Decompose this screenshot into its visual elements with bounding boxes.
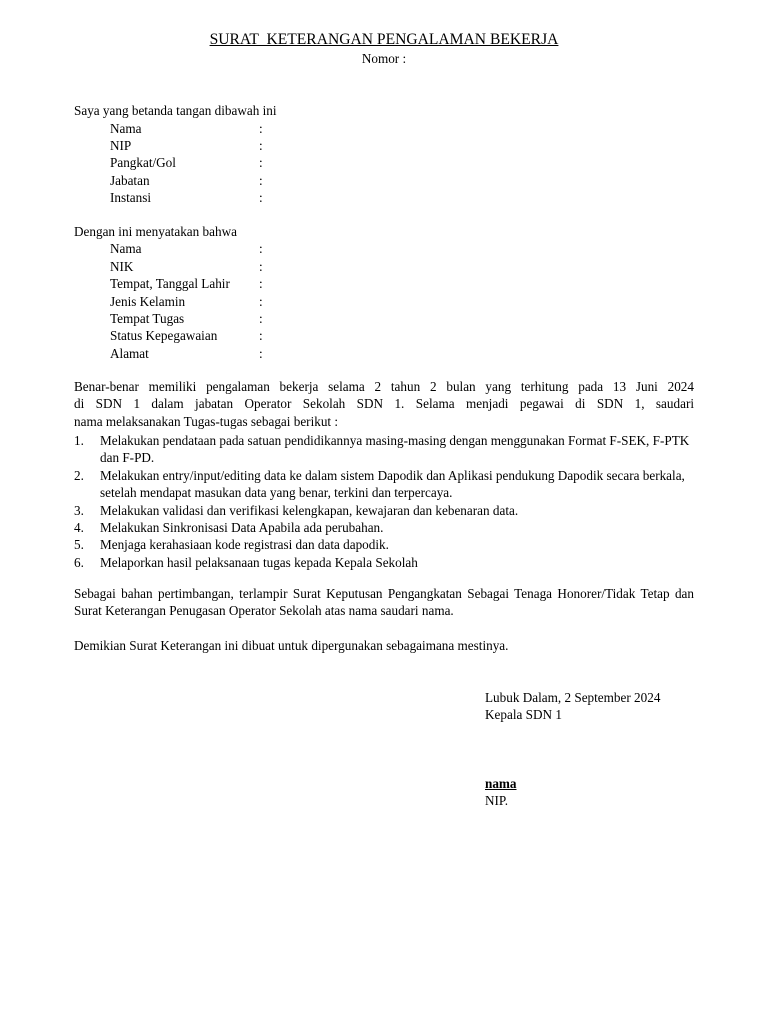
field-label: Tempat, Tanggal Lahir: [110, 276, 230, 292]
attachment-paragraph: Sebagai bahan pertimbangan, terlampir Surat Keputusan Pengangkatan Sebagai Tenaga Honorer/Tidak Tetap dan Surat Keterangan Penugasan Operator Sekolah atas nama saudari nama.: [74, 586, 694, 619]
field-value: :: [259, 311, 263, 326]
field-value: :: [259, 155, 263, 171]
subject-field-status: [110, 327, 310, 344]
field-value: :: [259, 172, 263, 188]
task-text: Melaporkan hasil pelaksanaan tugas kepada Kepala Sekolah: [100, 554, 418, 570]
field-label: Instansi: [110, 190, 152, 206]
document-title: SURAT KETERANGAN PENGALAMAN BEKERJA: [209, 31, 559, 48]
signer-field-nip: [110, 137, 310, 154]
field-value: :: [259, 241, 263, 257]
field-value: :: [259, 137, 263, 153]
field-value: :: [259, 276, 263, 292]
signer-field-pangkat: [110, 154, 310, 171]
subject-field-alamat: [110, 345, 310, 362]
field-label: Nama: [110, 120, 142, 136]
field-label: Pangkat/Gol: [110, 155, 176, 171]
task-text: Melakukan pendataan pada satuan pendidikannya masing-masing dengan menggunakan Format F-SEK, F-PTK dan F-PD.: [100, 433, 690, 466]
field-label: Alamat: [110, 345, 149, 361]
experience-paragraph-line: nama melaksanakan Tugas-tugas sebagai berikut :: [74, 413, 339, 429]
subject-field-nama: [110, 240, 310, 257]
signer-intro: Saya yang betanda tangan dibawah ini: [74, 103, 277, 118]
field-label: NIK: [110, 258, 134, 274]
task-text: Melakukan Sinkronisasi Data Apabila ada perubahan.: [100, 520, 384, 535]
signer-nip: NIP.: [485, 793, 509, 809]
field-value: :: [259, 120, 263, 136]
field-value: :: [259, 293, 263, 309]
experience-paragraph-line: Benar-benar memiliki pengalaman bekerja selama 2 tahun 2 bulan yang terhitung pada 13 Juni 2024: [74, 379, 694, 394]
field-label: Jabatan: [110, 172, 150, 188]
task-number: 1.: [74, 433, 84, 448]
field-label: NIP: [110, 137, 132, 153]
task-number: 6.: [74, 554, 84, 570]
signer-position: Kepala SDN 1: [485, 707, 562, 723]
signer-field-jabatan: [110, 172, 310, 189]
task-number: 5.: [74, 537, 84, 553]
place-date: Lubuk Dalam, 2 September 2024: [485, 690, 661, 705]
field-value: :: [259, 258, 263, 274]
task-number: 3.: [74, 502, 84, 518]
document-number: Nomor :: [361, 51, 407, 66]
task-number: 2.: [74, 467, 84, 483]
task-text: Melakukan validasi dan verifikasi kelengkapan, kewajaran dan kebenaran data.: [100, 502, 519, 518]
closing-statement: Demikian Surat Keterangan ini dibuat untuk dipergunakan sebagaimana mestinya.: [74, 638, 509, 653]
signer-field-nama: [110, 120, 310, 137]
task-number: 4.: [74, 520, 84, 535]
field-label: Nama: [110, 241, 142, 257]
signer-field-instansi: [110, 189, 310, 206]
task-text: Menjaga kerahasiaan kode registrasi dan data dapodik.: [100, 537, 389, 553]
subject-field-tempat-tugas: [110, 310, 310, 327]
field-label: Jenis Kelamin: [110, 293, 186, 309]
signer-name: nama: [485, 776, 517, 791]
subject-intro: Dengan ini menyatakan bahwa: [74, 224, 237, 239]
field-value: :: [259, 345, 263, 361]
task-text: Melakukan entry/input/editing data ke dalam sistem Dapodik dan Aplikasi pendukung Dapodik secara berkala, setelah mendapat masukan data yang benar, terkini dan terpercaya.: [100, 467, 685, 501]
field-value: :: [259, 328, 263, 344]
subject-field-nik: [110, 258, 310, 275]
field-label: Tempat Tugas: [110, 311, 185, 326]
subject-field-jenis-kelamin: [110, 293, 310, 310]
field-value: :: [259, 190, 263, 206]
field-label: Status Kepegawaian: [110, 328, 218, 344]
subject-field-ttl: [110, 275, 310, 292]
experience-paragraph-line: di SDN 1 dalam jabatan Operator Sekolah SDN 1. Selama menjadi pegawai di SDN 1, saudari: [74, 396, 694, 412]
